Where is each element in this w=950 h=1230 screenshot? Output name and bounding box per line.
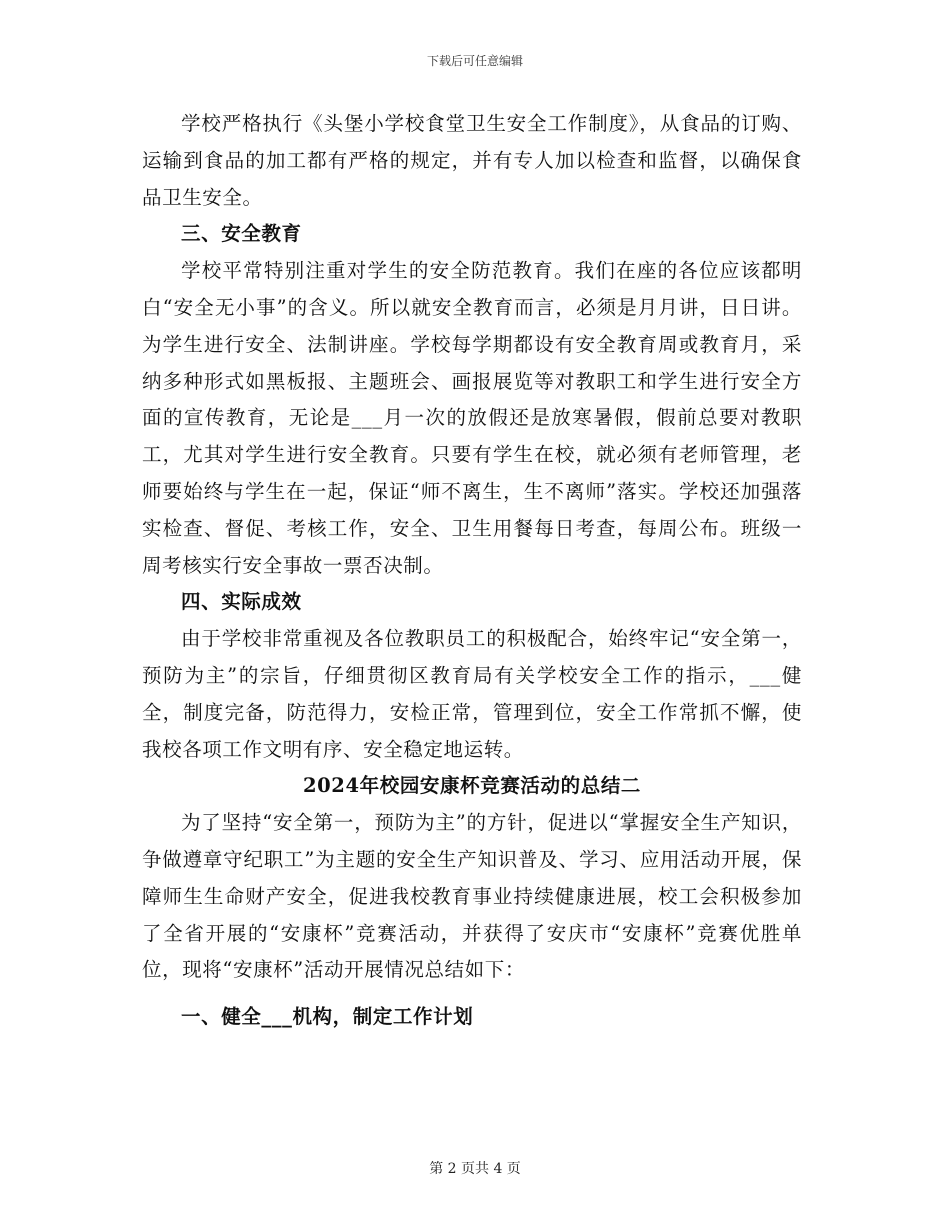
paragraph-results: 由于学校非常重视及各位教职员工的积极配合，始终牢记“安全第一，预防为主”的宗旨，仔细贯彻区教育局有关学校安全工作的指示，___健全，制度完备，防范得力，安检正常，管理到位，安全工作常抓不懈，使我校各项工作文明有序、安全稳定地运转。 bbox=[142, 627, 802, 761]
document-body bbox=[142, 106, 802, 1036]
page-header-note: 下载后可任意编辑 bbox=[426, 54, 523, 68]
page-number: 第 2 页共 4 页 bbox=[429, 1161, 521, 1177]
section-heading-results: 四、实际成效 bbox=[181, 590, 302, 614]
paragraph-ankang-cup-intro: 为了坚持“安全第一，预防为主”的方针，促进以“掌握安全生产知识，争做遵章守纪职工”为主题的安全生产知识普及、学习、应用活动开展，保障师生生命财产安全，促进我校教育事业持续健康进展，校工会积极参加了全省开展的“安康杯”竞赛活动，并获得了安庆市“安康杯”竞赛优胜单位，现将“安康杯”活动开展情况总结如下： bbox=[142, 811, 802, 982]
section-heading-safety-education: 三、安全教育 bbox=[181, 222, 302, 246]
document-title-part-two: 2024年校园安康杯竞赛活动的总结二 bbox=[302, 774, 642, 798]
paragraph-canteen-safety: 学校严格执行《头堡小学校食堂卫生安全工作制度》，从食品的订购、运输到食品的加工都有严格的规定，并有专人加以检查和监督，以确保食品卫生安全。 bbox=[142, 112, 802, 209]
paragraph-safety-education: 学校平常特别注重对学生的安全防范教育。我们在座的各位应该都明白“安全无小事”的含义。所以就安全教育而言，必须是月月讲，日日讲。为学生进行安全、法制讲座。学校每学期都设有安全教育周或教育月，采纳多种形式如黑板报、主题班会、画报展览等对教职工和学生进行安全方面的宣传教育，无论是___月一次的放假还是放寒暑假，假前总要对教职工，尤其对学生进行安全教育。只要有学生在校，就必须有老师管理，老师要始终与学生在一起，保证“师不离生，生不离师”落实。学校还加强落实检查、督促、考核工作，安全、卫生用餐每日考查，每周公布。班级一周考核实行安全事故一票否决制。 bbox=[142, 259, 802, 577]
section-heading-organization: 一、健全___机构，制定工作计划 bbox=[181, 1005, 474, 1029]
